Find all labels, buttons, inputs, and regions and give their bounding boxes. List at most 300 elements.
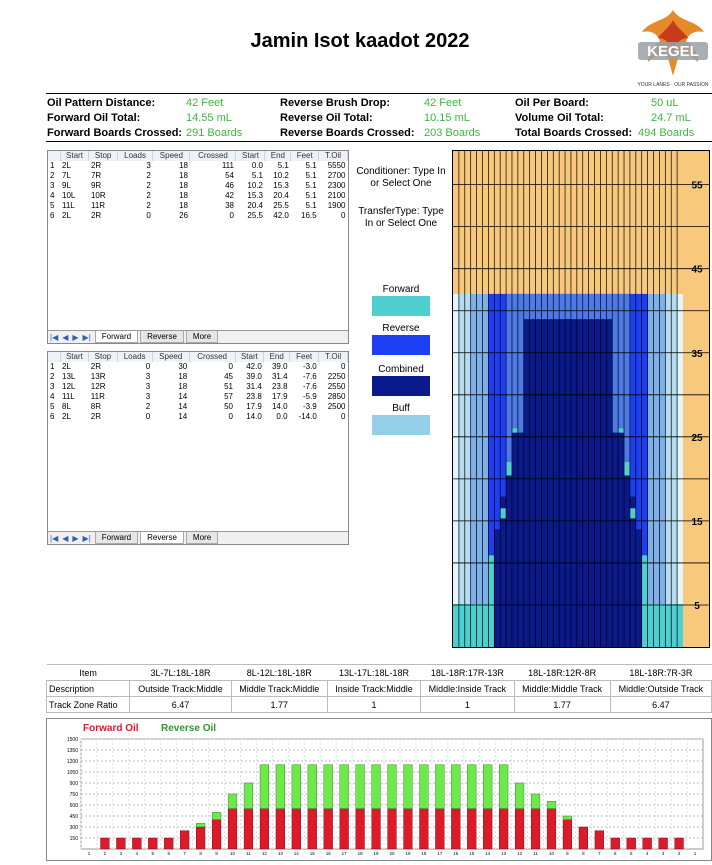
ratio-cell: 1.77 bbox=[231, 697, 327, 713]
reverse-oil-bar bbox=[324, 765, 333, 809]
table-cell[interactable]: 42.0 bbox=[246, 362, 262, 371]
info-value: 42 Feet bbox=[186, 97, 224, 109]
table-cell[interactable]: 20.4 bbox=[273, 191, 289, 200]
column-header[interactable]: Speed bbox=[153, 151, 190, 161]
table-cell[interactable]: 2500 bbox=[327, 402, 346, 411]
table-row[interactable] bbox=[48, 372, 348, 382]
x-tick-label: 19 bbox=[373, 851, 379, 856]
forward-oil-bar bbox=[579, 827, 588, 849]
table-cell[interactable]: 4 bbox=[50, 191, 55, 200]
table-cell[interactable]: 18 bbox=[179, 161, 188, 170]
reverse-oil-bar bbox=[420, 765, 429, 809]
page-title: Jamin Isot kaadot 2022 bbox=[250, 30, 470, 52]
table-cell[interactable]: 2 bbox=[145, 402, 151, 411]
forward-oil-bar bbox=[420, 809, 429, 849]
table-cell[interactable]: 25.5 bbox=[273, 201, 289, 210]
reverse-oil-bar bbox=[435, 765, 444, 809]
table-cell[interactable]: 3 bbox=[146, 161, 151, 170]
table-cell[interactable]: 9L bbox=[62, 181, 71, 190]
ratio-header-cell: 18L-18R:7R-3R bbox=[610, 665, 711, 681]
table-cell[interactable]: 51 bbox=[224, 382, 233, 391]
first-sheet-icon[interactable]: |◀ bbox=[50, 533, 59, 543]
forward-oil-bar bbox=[372, 809, 381, 849]
table-cell[interactable]: 30 bbox=[178, 362, 188, 371]
table-cell[interactable]: 25.5 bbox=[247, 211, 263, 220]
oil-zone bbox=[630, 508, 636, 518]
forward-grid[interactable] bbox=[47, 150, 349, 344]
legend-reverse-oil: Reverse Oil bbox=[161, 723, 217, 734]
table-cell[interactable]: 5.1 bbox=[305, 161, 317, 170]
ratio-header-cell: 13L-17L:18L-18R bbox=[327, 665, 420, 681]
table-cell[interactable]: 5.1 bbox=[305, 181, 317, 190]
table-cell[interactable]: 2300 bbox=[327, 181, 346, 190]
legend-buff-label: Buff bbox=[392, 403, 410, 414]
oil-zone bbox=[488, 555, 494, 561]
reverse-oil-bar bbox=[499, 765, 508, 809]
reverse-oil-bar bbox=[515, 783, 524, 809]
table-cell[interactable]: 5 bbox=[50, 402, 55, 411]
table-cell[interactable]: 5.1 bbox=[251, 171, 263, 180]
table-cell[interactable]: 0 bbox=[145, 362, 151, 371]
table-cell[interactable]: 31.4 bbox=[246, 382, 262, 391]
table-cell[interactable]: 5.1 bbox=[277, 161, 289, 170]
x-tick-label: 9 bbox=[566, 851, 569, 856]
table-cell[interactable]: 16.5 bbox=[301, 211, 317, 220]
table-cell[interactable]: 12R bbox=[90, 382, 106, 391]
table-cell[interactable]: 10.2 bbox=[273, 171, 289, 180]
x-tick-label: 16 bbox=[325, 851, 331, 856]
table-cell[interactable]: 0 bbox=[145, 412, 151, 421]
column-header[interactable]: Start bbox=[60, 352, 89, 362]
next-sheet-icon[interactable]: ▶ bbox=[72, 533, 79, 543]
column-header[interactable]: T.Oil bbox=[319, 352, 348, 362]
tab-more[interactable]: More bbox=[186, 331, 218, 343]
table-cell[interactable]: 0 bbox=[341, 362, 346, 371]
table-cell[interactable]: 14.0 bbox=[246, 412, 262, 421]
ratio-header-cell: 8L-12L:18L-18R bbox=[231, 665, 327, 681]
table-cell[interactable]: 9R bbox=[90, 181, 102, 190]
table-cell[interactable]: 31.4 bbox=[271, 372, 288, 381]
table-cell[interactable]: 13L bbox=[62, 372, 76, 381]
x-tick-label: 3 bbox=[119, 851, 123, 856]
table-cell[interactable]: 0.0 bbox=[276, 412, 288, 421]
table-cell[interactable]: 2 bbox=[146, 191, 151, 200]
table-cell[interactable]: 12L bbox=[62, 382, 76, 391]
table-cell[interactable]: 15.3 bbox=[247, 191, 263, 200]
legend-forward-swatch bbox=[372, 296, 430, 316]
table-row[interactable] bbox=[48, 412, 348, 422]
info-value: 494 Boards bbox=[638, 127, 695, 139]
table-cell[interactable]: 18 bbox=[178, 372, 188, 381]
table-cell[interactable]: 18 bbox=[179, 201, 188, 210]
x-tick-label: 11 bbox=[533, 851, 538, 856]
reverse-oil-bar bbox=[196, 823, 205, 827]
table-cell[interactable]: 0 bbox=[341, 211, 346, 220]
info-label: Reverse Oil Total: bbox=[280, 112, 373, 124]
table-cell[interactable]: 17.9 bbox=[246, 402, 262, 411]
x-tick-label: 8 bbox=[199, 851, 202, 856]
table-cell[interactable]: 46 bbox=[225, 181, 234, 190]
table-cell[interactable]: 5550 bbox=[327, 161, 346, 170]
ratio-cell: Middle:Inside Track bbox=[421, 681, 514, 697]
forward-oil-bar bbox=[228, 809, 237, 849]
table-cell[interactable]: 54 bbox=[225, 171, 234, 180]
forward-oil-bar bbox=[467, 809, 476, 849]
table-cell[interactable]: 14 bbox=[178, 402, 188, 411]
reverse-oil-bar bbox=[308, 765, 317, 809]
table-cell[interactable]: 45 bbox=[224, 372, 233, 381]
ratio-header-cell: 18L-18R:12R-8R bbox=[514, 665, 610, 681]
table-cell[interactable]: 2R bbox=[90, 362, 102, 371]
table-cell[interactable]: 5.1 bbox=[305, 201, 317, 210]
table-cell[interactable]: 3 bbox=[50, 181, 55, 190]
table-cell[interactable]: 2700 bbox=[327, 171, 346, 180]
reverse-oil-bar bbox=[531, 794, 540, 809]
next-sheet-icon[interactable]: ▶ bbox=[72, 332, 79, 342]
last-sheet-icon[interactable]: ▶| bbox=[82, 533, 91, 543]
oil-zone bbox=[506, 462, 512, 475]
table-header-row bbox=[48, 352, 348, 362]
first-sheet-icon[interactable]: |◀ bbox=[50, 332, 59, 342]
reverse-table bbox=[48, 352, 348, 422]
column-header[interactable]: Start bbox=[236, 151, 265, 161]
table-cell[interactable]: 2 bbox=[146, 201, 151, 210]
x-tick-label: 16 bbox=[453, 851, 459, 856]
ratio-value-row bbox=[47, 697, 712, 713]
table-cell[interactable]: 18 bbox=[178, 382, 188, 391]
last-sheet-icon[interactable]: ▶| bbox=[82, 332, 91, 342]
table-cell[interactable]: 1 bbox=[50, 362, 55, 371]
table-cell[interactable]: 8R bbox=[90, 402, 102, 411]
table-cell[interactable]: 3 bbox=[145, 382, 151, 391]
table-cell[interactable]: 2 bbox=[146, 171, 151, 180]
x-tick-label: 15 bbox=[469, 851, 475, 856]
lane-oil-graphic bbox=[452, 150, 710, 648]
info-label: Oil Per Board: bbox=[515, 97, 589, 109]
table-cell[interactable]: 2L bbox=[62, 161, 71, 170]
forward-oil-bar bbox=[483, 809, 492, 849]
table-cell[interactable]: 0 bbox=[228, 412, 233, 421]
kegel-logo: KEGEL YOUR LANES · OUR PASSION bbox=[636, 2, 710, 90]
table-row[interactable] bbox=[48, 171, 348, 181]
table-cell[interactable]: 39.0 bbox=[271, 362, 288, 371]
table-cell[interactable]: 2L bbox=[62, 412, 71, 421]
tab-more[interactable]: More bbox=[186, 532, 218, 544]
table-cell[interactable]: 10.2 bbox=[247, 181, 263, 190]
table-cell[interactable]: 50 bbox=[224, 402, 233, 411]
table-cell[interactable]: 1900 bbox=[327, 201, 346, 210]
tab-forward[interactable]: Forward bbox=[95, 532, 138, 544]
table-cell[interactable]: 14.0 bbox=[271, 402, 288, 411]
table-cell[interactable]: 8L bbox=[62, 402, 71, 411]
feet-label: 25 bbox=[691, 432, 703, 444]
table-cell[interactable]: -7.6 bbox=[302, 372, 317, 381]
table-row[interactable] bbox=[48, 382, 348, 392]
table-cell[interactable]: 7L bbox=[62, 171, 71, 180]
table-cell[interactable]: 38 bbox=[225, 201, 234, 210]
forward-oil-bar bbox=[595, 831, 604, 849]
table-cell[interactable]: 2R bbox=[90, 412, 102, 421]
x-tick-label: 18 bbox=[421, 851, 427, 856]
reverse-oil-bar bbox=[244, 783, 253, 809]
x-tick-label: 8 bbox=[582, 851, 585, 856]
column-header[interactable]: End bbox=[264, 352, 290, 362]
x-tick-label: 18 bbox=[357, 851, 363, 856]
ratio-cell: Inside Track:Middle bbox=[327, 681, 420, 697]
x-tick-label: 14 bbox=[293, 851, 299, 856]
column-header[interactable] bbox=[48, 352, 60, 362]
forward-oil-bar bbox=[132, 838, 141, 849]
table-row[interactable] bbox=[48, 362, 348, 372]
forward-oil-bar bbox=[611, 838, 620, 849]
table-cell[interactable]: 2250 bbox=[327, 372, 346, 381]
info-value: 24.7 mL bbox=[651, 112, 691, 124]
table-cell[interactable]: 4 bbox=[50, 392, 55, 401]
x-tick-label: 4 bbox=[645, 851, 649, 856]
y-tick-label: 900 bbox=[69, 781, 78, 787]
tab-reverse[interactable]: Reverse bbox=[140, 532, 184, 544]
column-header[interactable]: Stop bbox=[89, 352, 117, 362]
ratio-cell: Middle Track:Middle bbox=[231, 681, 327, 697]
table-cell[interactable]: 23.8 bbox=[246, 392, 262, 401]
reverse-oil-bar bbox=[372, 765, 381, 809]
x-tick-label: 14 bbox=[485, 851, 491, 856]
x-tick-label: 17 bbox=[437, 851, 443, 856]
tab-reverse[interactable]: Reverse bbox=[140, 331, 184, 343]
forward-oil-bar bbox=[388, 809, 397, 849]
column-header[interactable]: End bbox=[265, 151, 291, 161]
table-cell[interactable]: 11R bbox=[90, 201, 106, 210]
reverse-oil-bar bbox=[547, 801, 556, 808]
table-cell[interactable]: 2L bbox=[62, 362, 71, 371]
column-header[interactable]: Loads bbox=[117, 352, 152, 362]
table-cell[interactable]: 10R bbox=[90, 191, 106, 200]
table-cell[interactable]: 0.0 bbox=[251, 161, 263, 170]
ratio-cell: Track Zone Ratio bbox=[47, 697, 130, 713]
table-cell[interactable]: 5.1 bbox=[305, 171, 317, 180]
x-tick-label: 5 bbox=[151, 851, 155, 856]
table-cell[interactable]: 0 bbox=[146, 211, 151, 220]
table-cell[interactable]: 6 bbox=[50, 211, 55, 220]
y-tick-label: 1050 bbox=[66, 770, 78, 776]
prev-sheet-icon[interactable]: ◀ bbox=[62, 332, 69, 342]
reverse-oil-bar bbox=[483, 765, 492, 809]
x-tick-label: 20 bbox=[389, 851, 395, 856]
y-tick-label: 600 bbox=[69, 803, 78, 809]
table-cell[interactable]: 10L bbox=[62, 191, 76, 200]
table-cell[interactable]: 5.1 bbox=[305, 191, 317, 200]
table-cell[interactable]: 2550 bbox=[327, 382, 346, 391]
forward-oil-bar bbox=[451, 809, 460, 849]
table-cell[interactable]: 39.0 bbox=[246, 372, 262, 381]
table-cell[interactable]: 3 bbox=[145, 392, 151, 401]
oil-zone bbox=[512, 428, 518, 432]
oil-zone bbox=[618, 428, 624, 432]
table-cell[interactable]: -7.6 bbox=[302, 382, 317, 391]
ratio-cell: 1.77 bbox=[514, 697, 610, 713]
ratio-cell: 6.47 bbox=[610, 697, 711, 713]
table-cell[interactable]: 57 bbox=[224, 392, 233, 401]
feet-scale bbox=[683, 151, 709, 647]
x-tick-label: 19 bbox=[405, 851, 411, 856]
x-tick-label: 10 bbox=[230, 851, 236, 856]
legend-forward-label: Forward bbox=[382, 284, 420, 295]
forward-oil-bar bbox=[531, 809, 540, 849]
x-tick-label: 4 bbox=[135, 851, 139, 856]
table-cell[interactable]: -5.9 bbox=[302, 392, 317, 401]
table-cell[interactable]: 42 bbox=[225, 191, 234, 200]
table-cell[interactable]: -14.0 bbox=[298, 412, 317, 421]
info-label: Total Boards Crossed: bbox=[515, 127, 633, 139]
x-tick-label: 12 bbox=[261, 851, 267, 856]
x-tick-label: 5 bbox=[629, 851, 633, 856]
table-cell[interactable]: 1 bbox=[50, 161, 55, 170]
table-cell[interactable]: 2100 bbox=[327, 191, 346, 200]
transfer-type-text[interactable]: TransferType: Type In or Select One bbox=[358, 206, 444, 229]
table-cell[interactable]: 5 bbox=[50, 201, 55, 210]
table-cell[interactable]: 18 bbox=[179, 181, 188, 190]
forward-oil-bar bbox=[675, 838, 684, 849]
forward-oil-bar bbox=[276, 809, 285, 849]
oil-zone bbox=[642, 555, 648, 561]
table-cell[interactable]: 2850 bbox=[327, 392, 346, 401]
x-tick-label: 10 bbox=[548, 851, 554, 856]
table-cell[interactable]: 2R bbox=[90, 161, 102, 170]
reverse-grid[interactable] bbox=[47, 351, 349, 545]
table-row[interactable] bbox=[48, 211, 348, 221]
column-header[interactable]: Speed bbox=[152, 352, 189, 362]
feet-label: 55 bbox=[691, 180, 703, 192]
y-tick-label: 450 bbox=[69, 814, 78, 820]
column-header[interactable]: Start bbox=[60, 151, 89, 161]
x-tick-label: 2 bbox=[103, 851, 107, 856]
column-header[interactable]: Crossed bbox=[190, 151, 236, 161]
x-tick-label: 7 bbox=[183, 851, 186, 856]
legend-combined-swatch bbox=[372, 376, 430, 396]
table-cell[interactable]: 42.0 bbox=[273, 211, 289, 220]
reverse-oil-bar bbox=[356, 765, 365, 809]
conditioner-text[interactable]: Conditioner: Type In or Select One bbox=[356, 166, 446, 189]
column-header[interactable]: Start bbox=[235, 352, 264, 362]
column-header[interactable]: Feet bbox=[291, 151, 319, 161]
oil-zone bbox=[524, 319, 612, 447]
table-cell[interactable]: -3.0 bbox=[302, 362, 317, 371]
legend-combined-label: Combined bbox=[378, 364, 424, 375]
table-cell[interactable]: 11R bbox=[90, 392, 105, 401]
prev-sheet-icon[interactable]: ◀ bbox=[62, 533, 69, 543]
table-cell[interactable]: 2L bbox=[62, 211, 71, 220]
table-cell[interactable]: 2 bbox=[50, 372, 55, 381]
x-tick-label: 6 bbox=[614, 851, 617, 856]
table-row[interactable] bbox=[48, 161, 348, 171]
table-cell[interactable]: 18 bbox=[179, 171, 188, 180]
table-cell[interactable]: 15.3 bbox=[273, 181, 289, 190]
table-cell[interactable]: 0 bbox=[228, 362, 233, 371]
x-tick-label: 3 bbox=[661, 851, 665, 856]
table-cell[interactable]: 26 bbox=[179, 211, 188, 220]
table-row[interactable] bbox=[48, 191, 348, 201]
table-cell[interactable]: 2R bbox=[90, 211, 102, 220]
table-cell[interactable]: 3 bbox=[50, 382, 55, 391]
legend-reverse-label: Reverse bbox=[382, 323, 420, 334]
table-cell[interactable]: 17.9 bbox=[271, 392, 288, 401]
table-cell[interactable]: 0 bbox=[341, 412, 346, 421]
forward-oil-bar bbox=[212, 820, 221, 849]
table-cell[interactable]: 14 bbox=[178, 412, 188, 421]
ratio-header-cell: 18L-18R:17R-13R bbox=[421, 665, 514, 681]
forward-oil-bar bbox=[148, 838, 157, 849]
forward-oil-bar bbox=[499, 809, 508, 849]
reverse-oil-bar bbox=[388, 765, 397, 809]
forward-oil-bar bbox=[196, 827, 205, 849]
forward-oil-bar bbox=[404, 809, 413, 849]
table-cell[interactable]: 14 bbox=[178, 392, 188, 401]
info-value: 42 Feet bbox=[424, 97, 462, 109]
table-cell[interactable]: 3 bbox=[145, 372, 151, 381]
table-cell[interactable]: 11L bbox=[62, 392, 75, 401]
table-cell[interactable]: 11L bbox=[62, 201, 75, 210]
feet-label: 15 bbox=[691, 516, 703, 528]
reverse-oil-bar bbox=[340, 765, 349, 809]
forward-oil-bar bbox=[308, 809, 317, 849]
forward-oil-bar bbox=[116, 838, 125, 849]
info-value: 291 Boards bbox=[186, 127, 243, 139]
column-header[interactable] bbox=[48, 151, 60, 161]
legend-buff-swatch bbox=[372, 415, 430, 435]
table-row[interactable] bbox=[48, 402, 348, 412]
forward-oil-bar bbox=[356, 809, 365, 849]
y-tick-label: 1500 bbox=[66, 737, 78, 743]
table-cell[interactable]: -3.9 bbox=[302, 402, 317, 411]
table-row[interactable] bbox=[48, 201, 348, 211]
reverse-oil-bar bbox=[467, 765, 476, 809]
table-row[interactable] bbox=[48, 181, 348, 191]
forward-oil-bar bbox=[260, 809, 269, 849]
table-cell[interactable]: 13R bbox=[90, 372, 106, 381]
pattern-info bbox=[46, 97, 712, 141]
table-cell[interactable]: 111 bbox=[221, 161, 234, 170]
info-label: Forward Boards Crossed: bbox=[47, 127, 183, 139]
table-cell[interactable]: 6 bbox=[50, 412, 55, 421]
ratio-cell: 1 bbox=[327, 697, 420, 713]
table-cell[interactable]: 2 bbox=[50, 171, 55, 180]
column-header[interactable]: Stop bbox=[89, 151, 117, 161]
oil-bar-svg bbox=[47, 719, 711, 860]
table-cell[interactable]: 7R bbox=[90, 171, 102, 180]
table-header-row bbox=[48, 151, 348, 161]
reverse-oil-bar bbox=[451, 765, 460, 809]
column-header[interactable]: T.Oil bbox=[319, 151, 348, 161]
ratio-header-row bbox=[47, 665, 712, 681]
ratio-cell: 1 bbox=[421, 697, 514, 713]
forward-oil-bar bbox=[547, 809, 556, 849]
forward-oil-bar bbox=[101, 838, 110, 849]
forward-table bbox=[48, 151, 348, 221]
column-header[interactable]: Crossed bbox=[189, 352, 235, 362]
table-cell[interactable]: 0 bbox=[229, 211, 234, 220]
table-cell[interactable]: 23.8 bbox=[271, 382, 288, 391]
forward-oil-bar bbox=[563, 820, 572, 849]
table-cell[interactable]: 18 bbox=[179, 191, 188, 200]
tab-forward[interactable]: Forward bbox=[95, 331, 138, 343]
legend-forward-oil: Forward Oil bbox=[83, 723, 139, 734]
column-header[interactable]: Feet bbox=[290, 352, 319, 362]
table-cell[interactable]: 20.4 bbox=[247, 201, 263, 210]
table-cell[interactable]: 2 bbox=[146, 181, 151, 190]
column-header[interactable]: Loads bbox=[117, 151, 152, 161]
ratio-cell: Middle:Outside Track bbox=[610, 681, 711, 697]
table-row[interactable] bbox=[48, 392, 348, 402]
